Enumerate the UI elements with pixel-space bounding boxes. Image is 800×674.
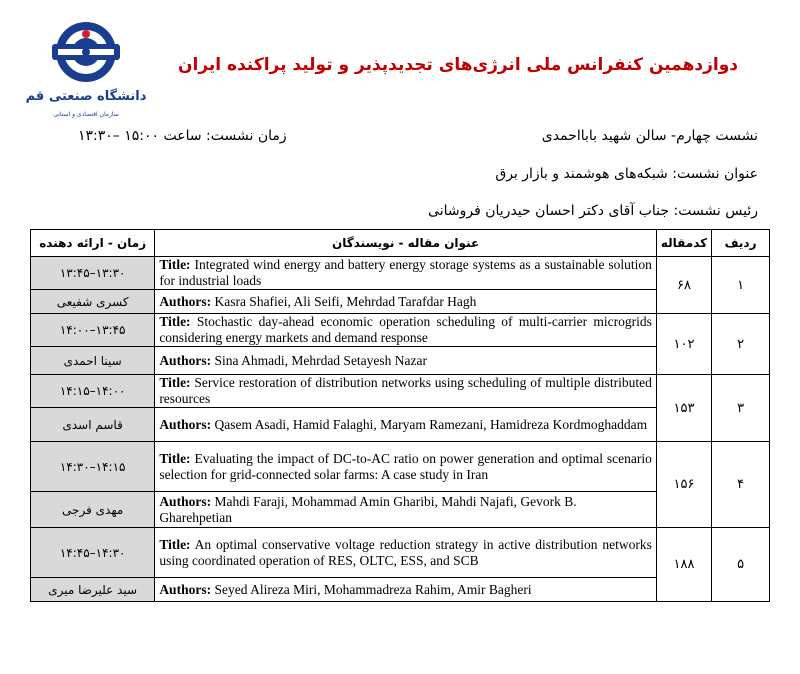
authors-label: Authors: — [159, 352, 212, 368]
title-label: Title: — [159, 536, 191, 552]
paper-authors — [155, 347, 657, 375]
title-label: Title: — [159, 450, 191, 466]
presenter-name: سینا احمدی — [31, 347, 155, 375]
session-time: زمان نشست: ساعت ۱۵:۰۰ –۱۳:۳۰ — [78, 128, 287, 144]
row-number: ۴ — [712, 442, 770, 528]
paper-title — [155, 314, 657, 347]
session-topic: عنوان نشست: شبکه‌های هوشمند و بازار برق — [495, 166, 758, 182]
presenter-name: مهدی فرجی — [31, 492, 155, 528]
row-number: ۵ — [712, 528, 770, 602]
conference-title: دوازدهمین کنفرانس ملی انرژی‌های تجدیدپذیر و تولید پراکنده ایران — [177, 55, 738, 75]
table-row-title — [31, 528, 770, 578]
paper-code: ۱۰۲ — [656, 314, 711, 375]
session-chair: رئیس نشست: جناب آقای دکتر احسان حیدریان فروشانی — [428, 203, 758, 219]
table-header-row — [31, 230, 770, 257]
presenter-name: سید علیرضا میری — [31, 578, 155, 602]
talk-time: ۱۴:۳۰–۱۴:۴۵ — [31, 528, 155, 578]
row-number: ۱ — [712, 257, 770, 314]
paper-code: ۶۸ — [656, 257, 711, 314]
table-row-title — [31, 375, 770, 408]
paper-title — [155, 257, 657, 290]
header-time: زمان - ارائه دهنده — [31, 230, 155, 257]
header-row: ردیف — [712, 230, 770, 257]
paper-title-text: Service restoration of distribution networks using scheduling of multiple distributed resources — [159, 375, 652, 406]
university-logo — [25, 14, 147, 122]
row-number: ۲ — [712, 314, 770, 375]
talk-time: ۱۳:۴۵–۱۴:۰۰ — [31, 314, 155, 347]
paper-authors-text: Kasra Shafiei, Ali Seifi, Mehrdad Tarafdar Hagh — [214, 293, 477, 309]
table-row-title — [31, 314, 770, 347]
paper-code: ۱۵۶ — [656, 442, 711, 528]
authors-label: Authors: — [159, 493, 212, 509]
presenter-name: قاسم اسدی — [31, 408, 155, 442]
paper-authors — [155, 290, 657, 314]
paper-authors — [155, 578, 657, 602]
title-label: Title: — [159, 375, 191, 390]
paper-authors — [155, 492, 657, 528]
paper-title-text: Stochastic day-ahead economic operation scheduling of multi-carrier microgrids considering energy markets and demand response — [159, 314, 652, 345]
session-name: نشست چهارم- سالن شهید بابااحمدی — [541, 128, 758, 144]
paper-title — [155, 375, 657, 408]
authors-label: Authors: — [159, 293, 212, 309]
paper-title — [155, 442, 657, 492]
table-row-title — [31, 442, 770, 492]
svg-text:دانشگاه صنعتی قم: دانشگاه صنعتی قم — [25, 89, 147, 104]
paper-title-text: Integrated wind energy and battery energy storage systems as a sustainable solution for industrial loads — [159, 257, 652, 288]
talk-time: ۱۳:۳۰–۱۳:۴۵ — [31, 257, 155, 290]
paper-authors-text: Mahdi Faraji, Mohammad Amin Gharibi, Mahdi Najafi, Gevork B. Gharehpetian — [159, 493, 577, 525]
paper-code: ۱۸۸ — [656, 528, 711, 602]
paper-authors — [155, 408, 657, 442]
paper-authors-text: Sina Ahmadi, Mehrdad Setayesh Nazar — [214, 352, 428, 368]
title-label: Title: — [159, 257, 191, 272]
paper-title — [155, 528, 657, 578]
talk-time: ۱۴:۱۵–۱۴:۳۰ — [31, 442, 155, 492]
svg-text:سازمان اقتصادی و استانی: سازمان اقتصادی و استانی — [53, 111, 119, 118]
header-code: کدمقاله — [656, 230, 711, 257]
paper-authors-text: Qasem Asadi, Hamid Falaghi, Maryam Ramezani, Hamidreza Kordmoghaddam — [214, 416, 648, 432]
paper-code: ۱۵۳ — [656, 375, 711, 442]
paper-title-text: Evaluating the impact of DC-to-AC ratio on power generation and optimal scenario selection for grid-connected solar farms: A case study in Iran — [159, 450, 652, 482]
authors-label: Authors: — [159, 416, 212, 432]
paper-authors-text: Seyed Alireza Miri, Mohammadreza Rahim, Amir Bagheri — [214, 581, 532, 597]
talk-time: ۱۴:۰۰–۱۴:۱۵ — [31, 375, 155, 408]
presenter-name: کسری شفیعی — [31, 290, 155, 314]
paper-title-text: An optimal conservative voltage reduction strategy in active distribution networks using coordinated operation of RES, OLTC, ESS, and SCB — [159, 536, 652, 568]
schedule-table — [30, 229, 770, 602]
header-paper: عنوان مقاله - نویسندگان — [155, 230, 657, 257]
row-number: ۳ — [712, 375, 770, 442]
table-row-title — [31, 257, 770, 290]
title-label: Title: — [159, 314, 191, 329]
authors-label: Authors: — [159, 581, 212, 597]
